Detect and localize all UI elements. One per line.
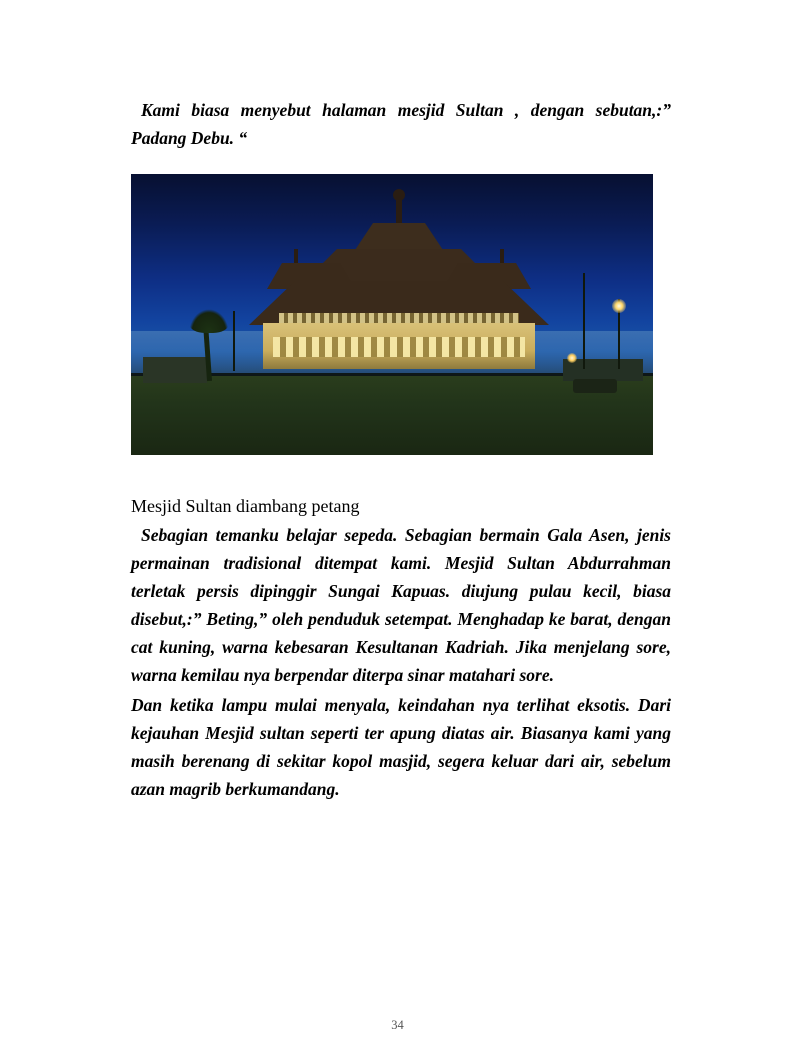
caption-block [131,493,671,519]
pole-left [233,311,235,371]
roof-frieze [279,313,519,323]
figure-caption: Mesjid Sultan diambang petang [131,496,360,516]
body-paragraph-3: Dan ketika lampu mulai menyala, keindahan nya terlihat eksotis. Dari kejauhan Mesjid sultan seperti ter apung diatas air. Biasanya kami yang masih berenang di sekitar kopol masjid, segera keluar dari air, sebelum azan magrib berkumandang. [131,695,671,799]
intro-paragraph: Kami biasa menyebut halaman mesjid Sultan , dengan sebutan,:” Padang Debu. “ [131,100,671,148]
palm-tree-fronds [189,309,229,333]
page-content [131,96,671,803]
left-building [143,357,207,383]
page-number: 34 [391,1018,404,1032]
small-lamp-glow [567,353,577,363]
body-paragraph-2: Sebagian temanku belajar sepeda. Sebagian bermain Gala Asen, jenis permainan tradisional ditempat kami. Mesjid Sultan Abdurrahman terletak persis dipinggir Sungai Kapuas. diujung pulau kecil, biasa disebut,:” Beting,” oleh penduduk setempat. Menghadap ke barat, dengan cat kuning, warna kebesaran Kesultanan Kadriah. Jika menjelang sore, warna kemilau nya berpendar diterpa sinar matahari sore. [131,525,671,685]
lit-windows [273,337,525,357]
parked-vehicle [573,379,617,393]
mosque-building [249,192,549,377]
pole-right-tall [583,273,585,369]
right-building [563,359,643,381]
mosque-photo [131,174,653,455]
street-lamp-glow [612,299,626,313]
roof-spire [396,199,402,225]
